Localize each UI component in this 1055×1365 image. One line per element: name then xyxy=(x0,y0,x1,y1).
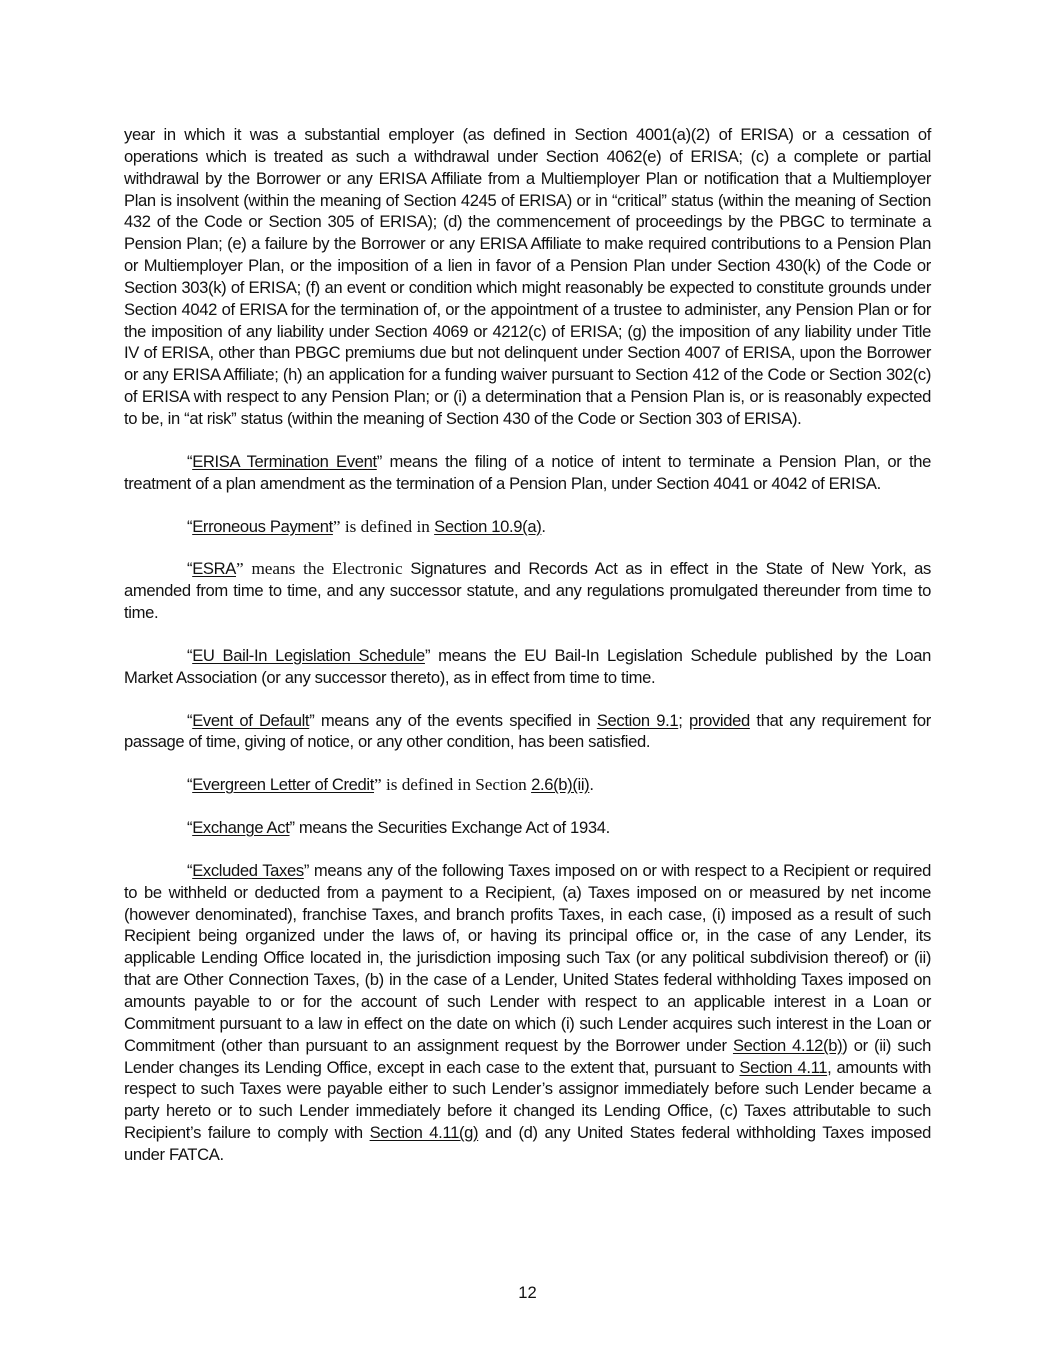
defined-term: EU Bail-In Legislation Schedule xyxy=(192,645,425,665)
definition-exchange-act xyxy=(124,817,931,839)
defined-term: ESRA xyxy=(192,559,236,579)
definition-esra xyxy=(124,558,931,624)
section-reference: Section 9.1 xyxy=(596,710,679,730)
paragraph-erisa-event-continuation: year in which it was a substantial employer (as defined in Section 4001(a)(2) of ERISA) or a cessation of operations which is treated as such a withdrawal under Section 4062(e) of ERISA; (c) a complete or partial withdrawal by the Borrower or any ERISA Affiliate from a Multiemployer Plan or notification that a Multiemployer Plan is insolvent (within the meaning of Section 4245 of ERISA) or in “critical” status (within the meaning of Section 432 of the Code or Section 305 of ERISA); (d) the commencement of proceedings by the PBGC to terminate a Pension Plan; (e) a failure by the Borrower or any ERISA Affiliate to make required contributions to a Pension Plan or Multiemployer Plan, or the imposition of a lien in favor of a Pension Plan under Section 430(k) of the Code or Section 303(k) of ERISA; (f) an event or condition which might reasonably be expected to constitute grounds under Section 4042 of ERISA for the termination of, or the appointment of a trustee to administer, any Pension Plan or for the imposition of any liability under Section 4069 or 4212(c) of ERISA; (g) the imposition of any liability under Title IV of ERISA, other than PBGC premiums due but not delinquent under Section 4007 of ERISA, upon the Borrower or any ERISA Affiliate; (h) an application for a funding waiver pursuant to Section 412 of the Code or Section 302(c) of ERISA with respect to any Pension Plan; or (i) a determination that a Pension Plan is, or is reasonably expected to be, in “at risk” status (within the meaning of Section 430 of the Code or Section 303 of ERISA). xyxy=(124,125,931,428)
open-quote: “ xyxy=(187,645,193,665)
definition-eu-bail-in-legislation-schedule xyxy=(124,645,931,689)
open-quote: “ xyxy=(187,860,193,880)
definition-text-mid: ) or (ii) such Lender changes its Lending Office, except in each case to the extent that, pursuant to xyxy=(124,1035,931,1077)
defined-term: Excluded Taxes xyxy=(192,860,304,880)
defined-term: Exchange Act xyxy=(192,818,290,838)
definition-text-tail: and (d) any United States federal withholding Taxes imposed under FATCA. xyxy=(124,1123,931,1164)
open-quote: “ xyxy=(187,451,193,471)
defined-term: ERISA Termination Event xyxy=(192,451,377,471)
definition-text-tail: that any requirement for passage of time, giving of notice, or any other condition, has been satisfied. xyxy=(124,710,931,752)
defined-term: Evergreen Letter of Credit xyxy=(192,775,375,795)
section-reference: Section 10.9(a) xyxy=(434,516,542,536)
close-quote: ” xyxy=(424,645,431,665)
definition-text-mid: , amounts with respect to such Taxes were payable either to such Lender’s assignor immediately before such Lender became a party hereto or to such Lender immediately before it changed its Lending Office, (c) Taxes attributable to such Recipient’s failure to comply with xyxy=(124,1057,931,1143)
definition-erisa-termination-event xyxy=(124,451,931,495)
definition-text: means the Securities Exchange Act of 1934. xyxy=(294,818,610,838)
definition-text: means any of the events specified in xyxy=(314,710,597,730)
close-quote: ” xyxy=(374,775,382,795)
page-body xyxy=(124,124,931,1187)
open-quote: “ xyxy=(187,818,193,838)
open-quote: “ xyxy=(187,710,193,730)
close-quote: ” xyxy=(303,860,310,880)
definition-text: means the EU Bail-In Legislation Schedule published by the Loan Market Association (or any successor thereto), as in effect from time to time. xyxy=(124,645,931,687)
open-quote: “ xyxy=(187,775,193,795)
open-quote: “ xyxy=(187,516,193,536)
close-quote: ” xyxy=(235,559,244,579)
close-quote: ” xyxy=(289,818,295,838)
section-reference: Section 4.11(g) xyxy=(369,1123,479,1143)
definition-text: means any of the following Taxes imposed on or with respect to a Recipient or required to be withheld or deducted from a payment to a Recipient, (a) Taxes imposed on or measured by net income (however denominated), franchise Taxes, and branch profits Taxes, in each case, (i) imposed as a result of such Recipient being organized under the laws of, or having its principal office or, in the case of any Lender, its applicable Lending Office located in, the jurisdiction imposing such Tax (or any political subdivision thereof) or (ii) that are Other Connection Taxes, (b) in the case of a Lender, United States federal withholding Taxes imposed on amounts payable to or for the account of such Lender with respect to an applicable interest in a Loan or Commitment pursuant to a law in effect on the date on which (i) such Lender acquires such interest in the Loan or Commitment (other than pursuant to an assignment request by the Borrower under xyxy=(124,860,931,1055)
definition-text-mid: ; xyxy=(678,710,690,730)
page-number: 12 xyxy=(518,1283,537,1302)
definition-evergreen-letter-of-credit xyxy=(124,774,931,796)
definition-excluded-taxes xyxy=(124,860,931,1166)
section-reference: Section 4.11 xyxy=(739,1057,828,1077)
section-reference: 2.6(b)(ii) xyxy=(531,775,590,795)
definition-text: means the filing of a notice of intent to terminate a Pension Plan, or the treatment of a plan amendment as the termination of a Pension Plan, under Section 4041 or 4042 of ERISA. xyxy=(124,451,931,493)
close-quote: ” xyxy=(309,710,315,730)
proviso-term: provided xyxy=(689,710,750,730)
defined-term: Erroneous Payment xyxy=(192,516,333,536)
definition-text: Signatures and Records Act as in effect in the State of New York, as amended from time to time, and any successor statute, and any regulations promulgated thereunder from time to time. xyxy=(124,559,931,623)
section-reference: Section 4.12(b) xyxy=(732,1035,843,1055)
definition-text-tail: . xyxy=(589,775,594,795)
definition-text: is defined in xyxy=(340,516,435,536)
defined-term: Event of Default xyxy=(192,710,310,730)
close-quote: ” xyxy=(376,451,382,471)
definition-erroneous-payment xyxy=(124,516,931,538)
definition-text-tail: . xyxy=(541,516,546,536)
close-quote: ” xyxy=(332,516,341,536)
open-quote: “ xyxy=(187,559,193,579)
definition-text-serif: is defined in Section xyxy=(381,775,532,795)
definition-event-of-default xyxy=(124,710,931,754)
definition-text-serif: means the Electronic xyxy=(243,559,403,579)
